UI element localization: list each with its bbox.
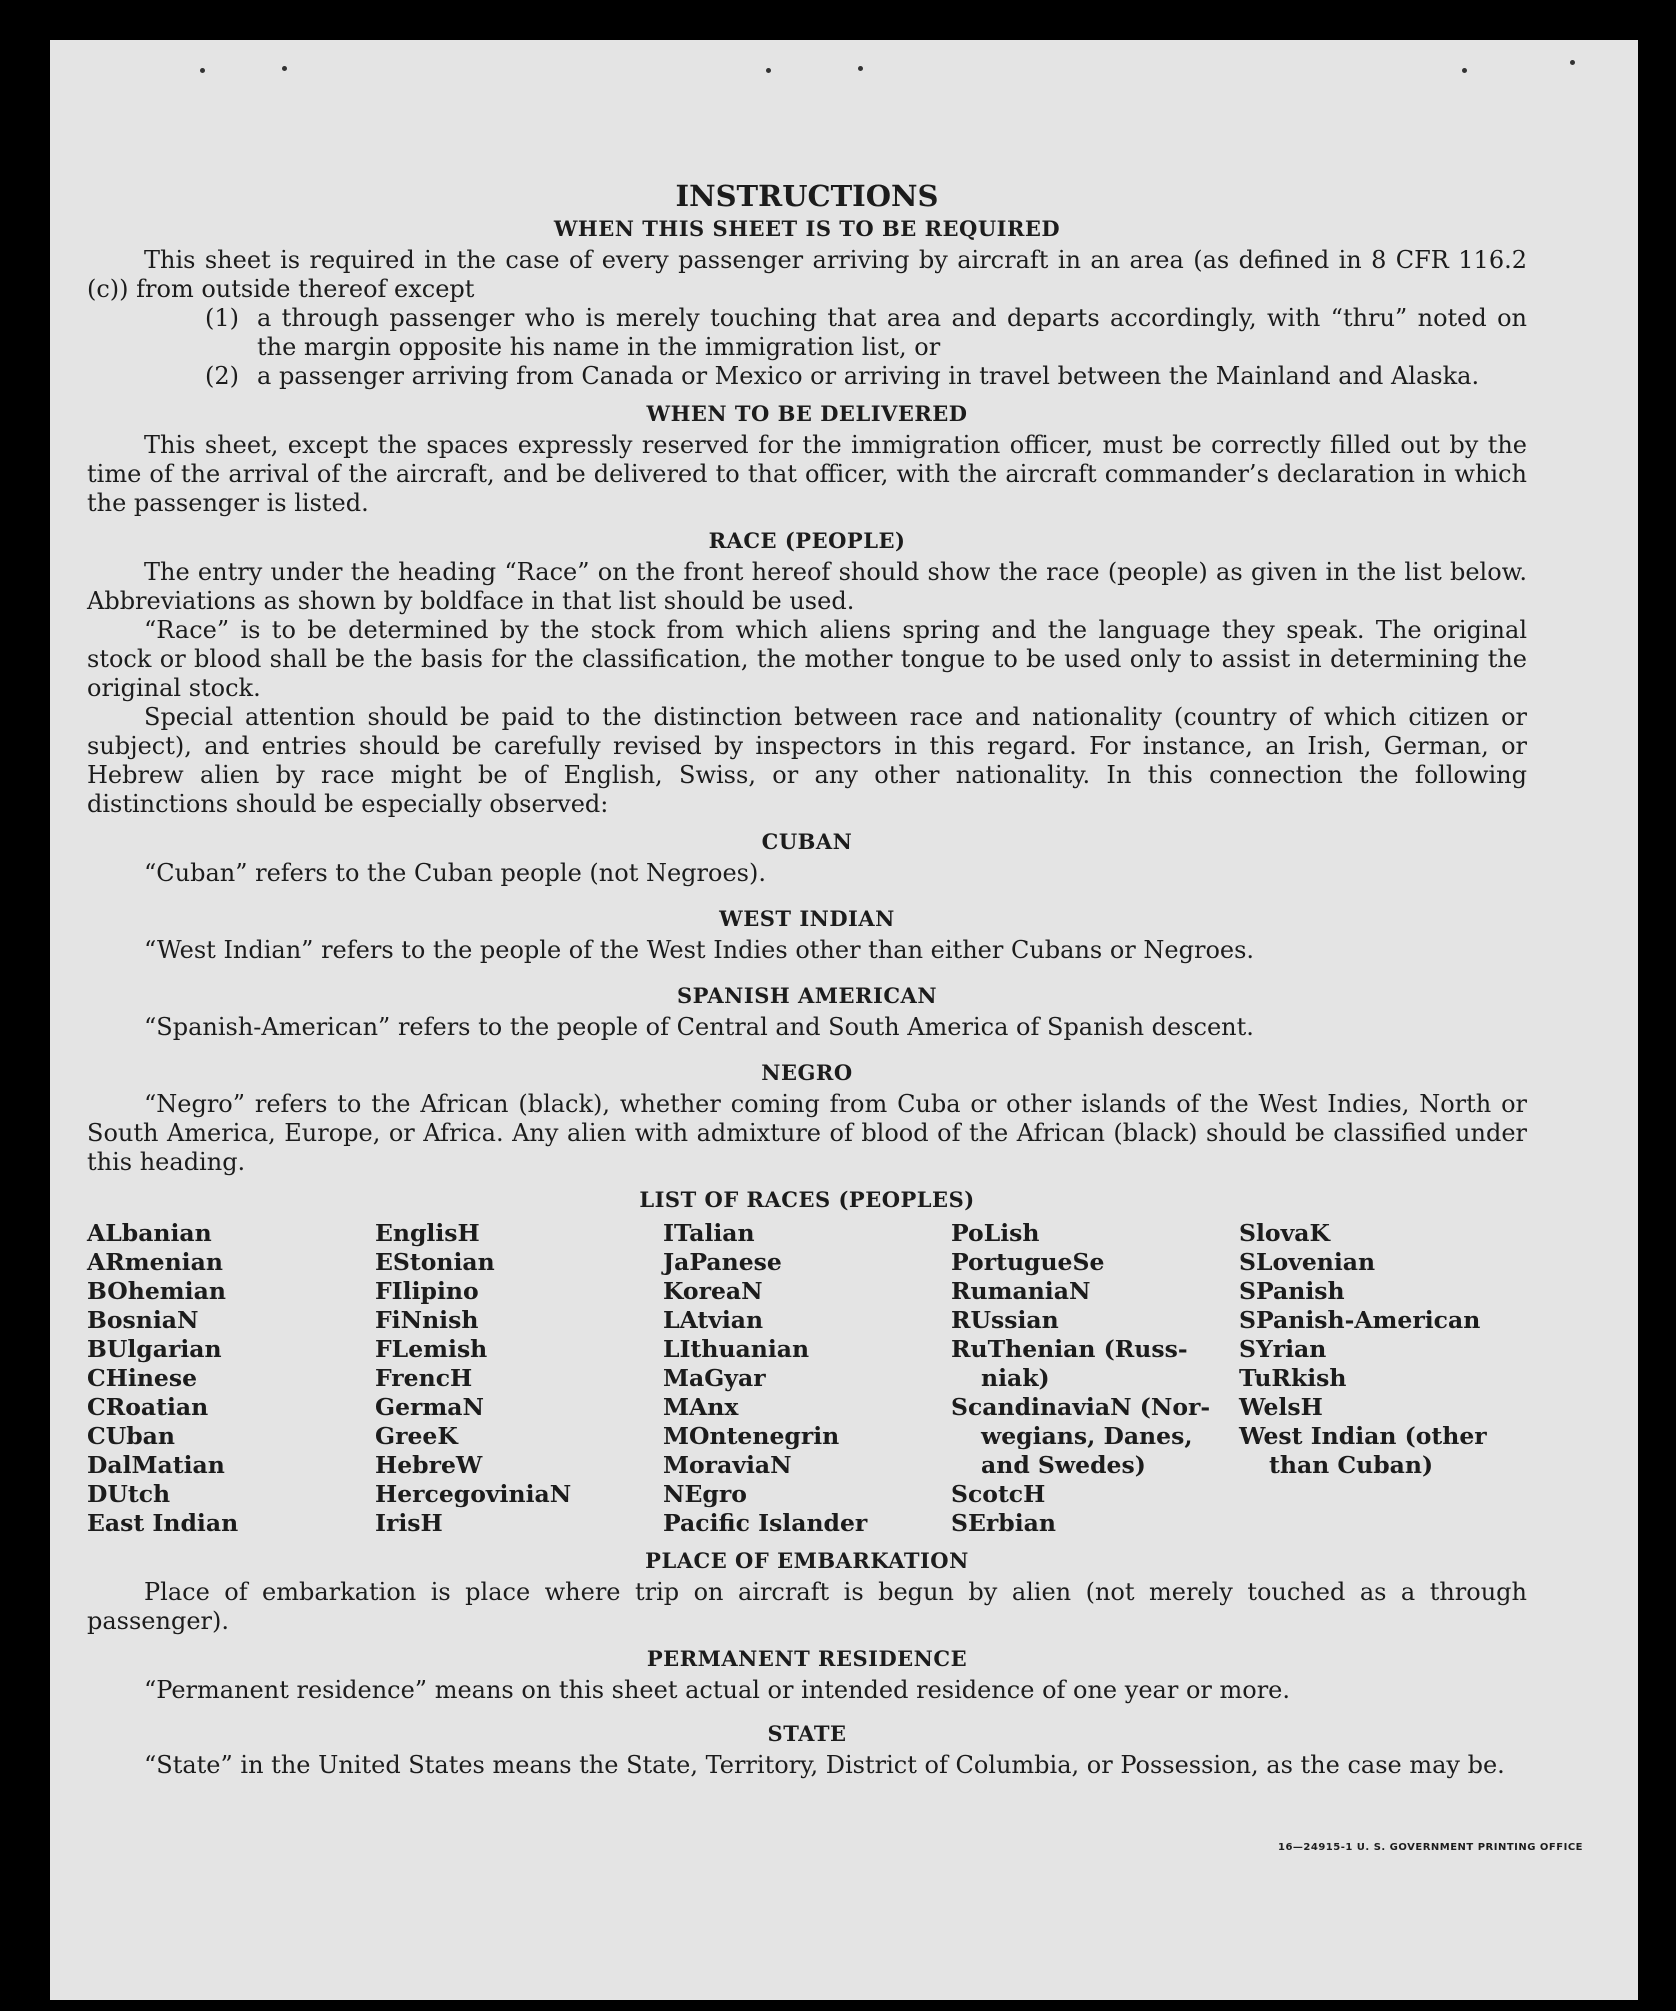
race-item: BOhemian (87, 1277, 226, 1305)
speck (200, 68, 205, 73)
race-item: LAtvian (663, 1306, 764, 1334)
printer-imprint: 16—24915-1 U. S. GOVERNMENT PRINTING OFFICE (1278, 1842, 1583, 1853)
heading-embarkation: PLACE OF EMBARKATION (645, 1548, 969, 1573)
item-number: (2) (205, 362, 239, 390)
heading-cuban: CUBAN (761, 829, 853, 854)
race-paragraph: The entry under the heading “Race” on the front hereof should show the race (people) as given in the list below. Abbreviations as shown by boldface in that list should be used. (87, 558, 1527, 615)
race-item: and Swedes) (981, 1451, 1146, 1479)
race-item: SlovaK (1239, 1219, 1330, 1247)
race-item: Pacific Islander (663, 1509, 868, 1537)
race-item: ALbanian (87, 1219, 212, 1247)
heading-negro: NEGRO (761, 1060, 853, 1085)
cuban-text: “Cuban” refers to the Cuban people (not Negroes). (144, 859, 766, 887)
race-item: SYrian (1239, 1335, 1327, 1363)
race-paragraph: “Race” is to be determined by the stock from which aliens spring and the language they speak. The original stock or blood shall be the basis for the classification, the mother tongue to be used only to assist in determining the original stock. (87, 616, 1527, 702)
race-item: IrisH (375, 1509, 443, 1537)
exception-item-2 (205, 362, 1527, 391)
race-item: MoraviaN (663, 1451, 792, 1479)
race-item: CUban (87, 1422, 175, 1450)
race-item: GermaN (375, 1393, 484, 1421)
heading-list: LIST OF RACES (PEOPLES) (639, 1187, 975, 1212)
race-item: FIlipino (375, 1277, 479, 1305)
state-text: “State” in the United States means the State, Territory, District of Columbia, or Possession, as the case may be. (144, 1751, 1505, 1779)
page-title: INSTRUCTIONS (675, 179, 939, 213)
race-item: ITalian (663, 1219, 755, 1247)
race-item: DalMatian (87, 1451, 225, 1479)
race-item: East Indian (87, 1509, 239, 1537)
race-item: TuRkish (1239, 1364, 1347, 1392)
race-item: SErbian (951, 1509, 1056, 1537)
race-paragraph: Special attention should be paid to the distinction between race and nationality (country of which citizen or subject), and entries should be carefully revised by inspectors in this regard. For instance, an Irish, German, or Hebrew alien by race might be of English, Swiss, or any other nationality. In this connection the following distinctions should be especially observed: (87, 703, 1527, 818)
race-item: ScotcH (951, 1480, 1046, 1508)
west-indian-text: “West Indian” refers to the people of the West Indies other than either Cubans or Negroes. (144, 936, 1255, 964)
race-item: ARmenian (87, 1248, 223, 1276)
race-item: West Indian (other (1239, 1422, 1487, 1450)
speck (1462, 68, 1467, 73)
race-item: PoLish (951, 1219, 1040, 1247)
race-item: niak) (981, 1364, 1050, 1392)
instructions-content (87, 180, 1527, 1780)
required-intro: This sheet is required in the case of every passenger arriving by aircraft in an area (as defined in 8 CFR 116.2 (c)) from outside thereof except (87, 246, 1527, 303)
item-text: a passenger arriving from Canada or Mexico or arriving in travel between the Mainland and Alaska. (257, 362, 1480, 390)
race-item: CRoatian (87, 1393, 209, 1421)
race-item: DUtch (87, 1480, 171, 1508)
delivered-text: This sheet, except the spaces expressly reserved for the immigration officer, must be correctly filled out by the time of the arrival of the aircraft, and be delivered to that officer, with the aircraft commander’s declaration in which the passenger is listed. (87, 431, 1527, 517)
race-item: FrencH (375, 1364, 473, 1392)
race-item: EnglisH (375, 1219, 480, 1247)
exception-item-1 (205, 304, 1527, 362)
race-item: SPanish (1239, 1277, 1345, 1305)
speck (1570, 60, 1575, 65)
race-item: SPanish-American (1239, 1306, 1481, 1334)
heading-residence: PERMANENT RESIDENCE (646, 1646, 968, 1671)
race-column-2 (375, 1219, 663, 1538)
race-item: SLovenian (1239, 1248, 1376, 1276)
negro-text: “Negro” refers to the African (black), whether coming from Cuba or other islands of the West Indies, North or South America, Europe, or Africa. Any alien with admixture of blood of the African (black) should be classified under this heading. (87, 1090, 1527, 1176)
race-item: RuThenian (Russ- (951, 1335, 1188, 1363)
race-item: PortugueSe (951, 1248, 1105, 1276)
race-item: RUssian (951, 1306, 1059, 1334)
heading-west-indian: WEST INDIAN (719, 906, 895, 931)
race-item: MaGyar (663, 1364, 766, 1392)
speck (766, 68, 771, 73)
race-item: NEgro (663, 1480, 747, 1508)
race-item: EStonian (375, 1248, 495, 1276)
document-page (50, 40, 1638, 2000)
heading-required: WHEN THIS SHEET IS TO BE REQUIRED (553, 216, 1061, 241)
residence-text: “Permanent residence” means on this sheet actual or intended residence of one year or more. (144, 1676, 1290, 1704)
race-item: than Cuban) (1269, 1451, 1434, 1479)
race-item: CHinese (87, 1364, 198, 1392)
race-column-5 (1239, 1219, 1527, 1538)
heading-delivered: WHEN TO BE DELIVERED (646, 401, 968, 426)
race-column-4 (951, 1219, 1239, 1538)
heading-spanish-american: SPANISH AMERICAN (676, 983, 938, 1008)
race-item: LIthuanian (663, 1335, 810, 1363)
race-item: RumaniaN (951, 1277, 1091, 1305)
race-item: MOntenegrin (663, 1422, 840, 1450)
item-number: (1) (205, 304, 239, 332)
race-item: JaPanese (663, 1248, 782, 1276)
race-column-1 (87, 1219, 375, 1538)
heading-race: RACE (PEOPLE) (708, 528, 906, 553)
race-list (87, 1219, 1527, 1538)
race-item: GreeK (375, 1422, 458, 1450)
speck (858, 66, 863, 71)
item-text: a through passenger who is merely touching that area and departs accordingly, with “thru” noted on the margin opposite his name in the immigration list, or (257, 304, 1527, 361)
race-item: wegians, Danes, (981, 1422, 1193, 1450)
race-item: KoreaN (663, 1277, 763, 1305)
race-item: MAnx (663, 1393, 739, 1421)
race-item: WelsH (1239, 1393, 1323, 1421)
spanish-american-text: “Spanish-American” refers to the people of Central and South America of Spanish descent. (144, 1013, 1254, 1041)
race-item: FiNnish (375, 1306, 479, 1334)
embarkation-text: Place of embarkation is place where trip on aircraft is begun by alien (not merely touched as a through passenger). (87, 1578, 1527, 1635)
race-item: ScandinaviaN (Nor- (951, 1393, 1211, 1421)
race-item: BUlgarian (87, 1335, 222, 1363)
race-column-3 (663, 1219, 951, 1538)
race-item: HebreW (375, 1451, 483, 1479)
race-item: BosniaN (87, 1306, 199, 1334)
speck (282, 66, 287, 71)
race-item: HercegoviniaN (375, 1480, 572, 1508)
race-item: FLemish (375, 1335, 488, 1363)
heading-state: STATE (767, 1721, 847, 1746)
